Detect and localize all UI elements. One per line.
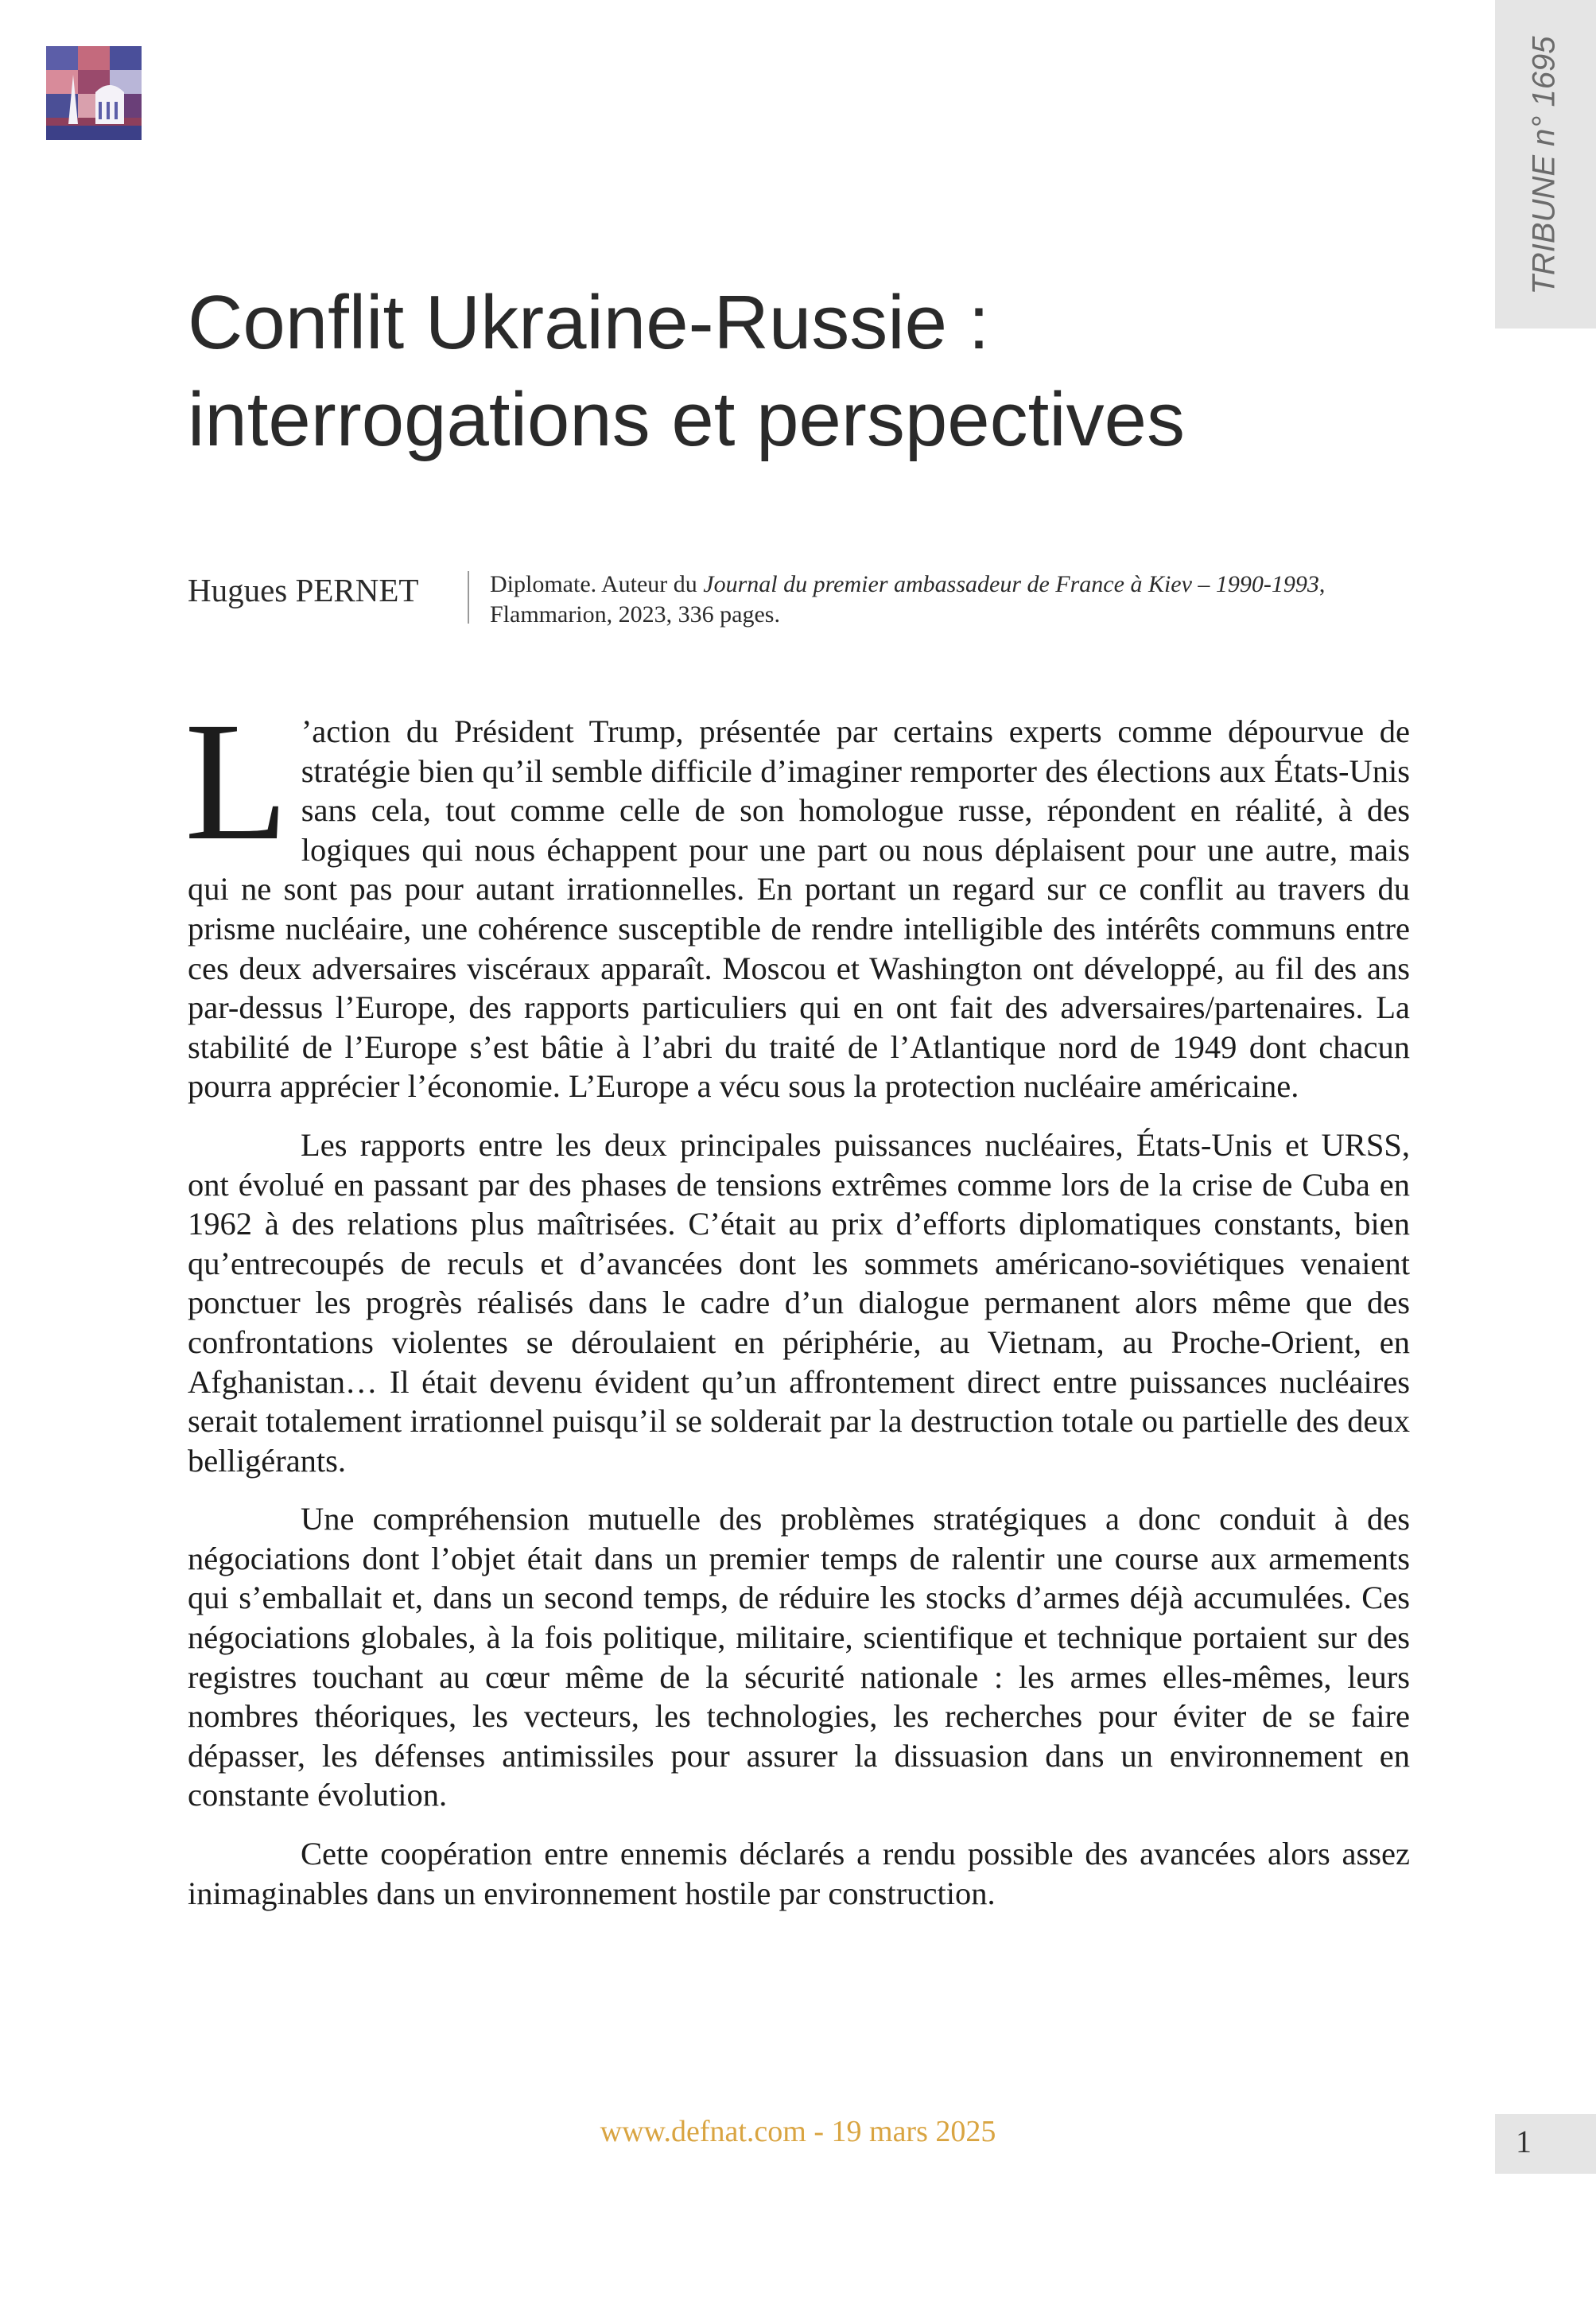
page-number: 1 <box>1516 2124 1532 2159</box>
title-line-2: interrogations et perspectives <box>188 377 1185 462</box>
author-name <box>188 571 418 609</box>
title-line-1: Conflit Ukraine-Russie : <box>188 280 990 365</box>
author-last-name: PERNET <box>295 572 419 608</box>
tribune-number: TRIBUNE n° 1695 <box>1526 36 1562 295</box>
paragraph-1 <box>184 687 1410 1106</box>
paragraph-3: Une compréhension mutuelle des problèmes stratégiques a donc conduit à des négociations dont l’objet était dans un premier temps de ralentir une course aux armements qui s’emballait et, dans un second temps, de réduire les stocks d’armes déjà accumulées. Ces négociations globales, à la fois politique, militaire, scientifique et technique portaient sur des registres touchant au cœur même de la sécurité nationale : les armes elles-mêmes, leurs nombres théoriques, les vecteurs, les technologies, les recherches pour éviter de se faire dépasser, les défenses antimissiles pour assurer la dissuasion dans un environnement en constante évolution. <box>188 1501 1410 1813</box>
author-bio-line-2: Flammarion, 2023, 336 pages. <box>490 601 780 628</box>
article-title <box>188 274 1380 468</box>
author-bio <box>490 569 1412 630</box>
paragraph-1-text: ’action du Président Trump, présentée par certains experts comme dépourvue de stratégie bien qu’il semble difficile d’imaginer remporter des élections aux États-Unis sans cela, tout comme celle de son homologue russe, répondent en réalité, à des logiques qui nous échappent pour une part ou nous déplaisent pour une autre, mais qui ne sont pas pour autant irrationnelles. En portant un regard sur ce conflit au travers du prisme nucléaire, une cohérence susceptible de rendre intelligible des intérêts communs entre ces deux adversaires viscéraux apparaît. Moscou et Washington ont développé, au fil des ans par-dessus l’Europe, des rapports particuliers qui en ont fait des adversaires/partenaires. La stabilité de l’Europe s’est bâtie à l’abri du traité de l’Atlantique nord de 1949 dont chacun pourra apprécier l’économie. L’Europe a vécu sous la protection nucléaire américaine. <box>188 713 1410 1105</box>
author-bio-line-1 <box>490 569 1412 600</box>
paragraph-4: Cette coopération entre ennemis déclarés a rendu possible des avancées alors assez inimaginables dans un environnement hostile par construction. <box>188 1836 1410 1911</box>
bio-suffix: , <box>1318 571 1326 597</box>
author-divider <box>468 571 469 624</box>
author-first-name: Hugues <box>188 572 288 608</box>
footer-url-date: www.defnat.com - 19 mars 2025 <box>600 2115 996 2148</box>
paragraph-2: Les rapports entre les deux principales puissances nucléaires, États-Unis et URSS, ont évolué en passant par des phases de tensions extrêmes comme lors de la crise de Cuba en 1962 à des relations plus maîtrisées. C’était au prix d’efforts diplomatiques constants, bien qu’entrecoupés de reculs et d’avancées dont les sommets américano-soviétiques venaient ponctuer les progrès réalisés dans le cadre d’un dialogue permanent alors même que des confrontations violentes se déroulaient en périphérie, au Vietnam, au Proche-Orient, en Afghanistan… Il était devenu évident qu’un affrontement direct entre puissances nucléaires serait totalement irrationnel puisqu’il se solderait par la destruction totale ou partielle des deux belligérants. <box>188 1126 1410 1479</box>
page-number-tab <box>1495 2114 1596 2174</box>
drop-cap: L <box>184 687 289 876</box>
book-title: Journal du premier ambassadeur de France à Kiev – 1990-1993 <box>703 571 1319 597</box>
article-body <box>184 687 1410 1913</box>
bio-prefix: Diplomate. Auteur du <box>490 571 704 597</box>
rdn-logo-icon <box>46 46 142 140</box>
logo-graphic <box>46 46 142 140</box>
